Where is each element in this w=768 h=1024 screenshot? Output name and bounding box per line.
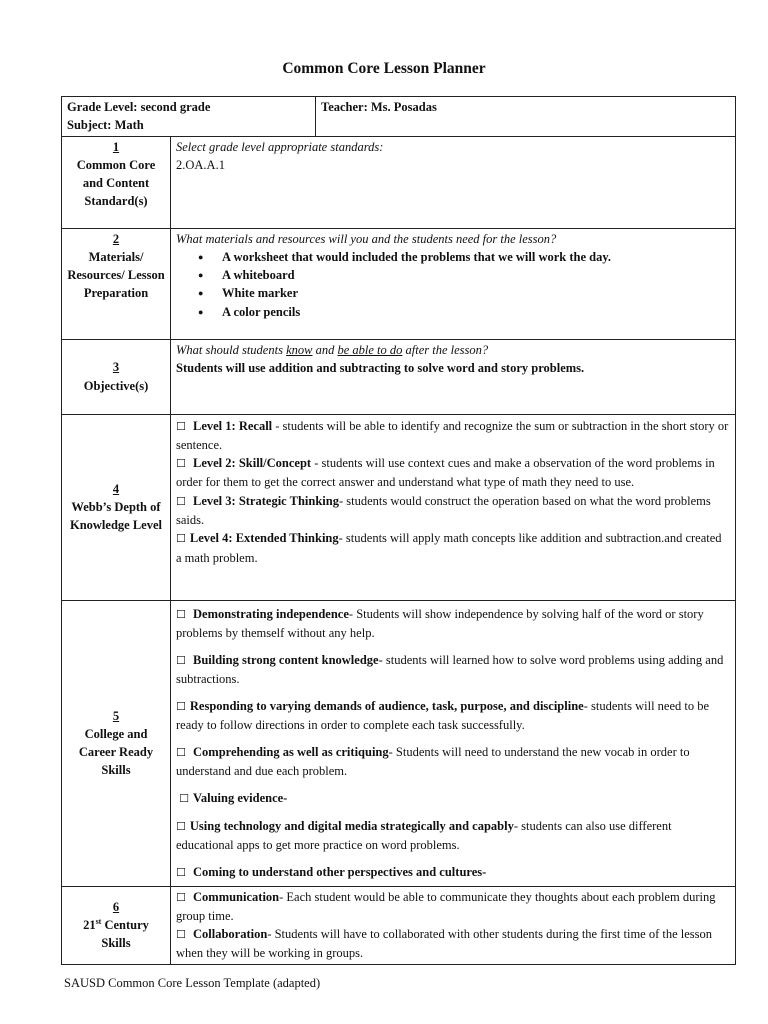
checkbox-icon: ☐ — [176, 745, 186, 759]
century-label-cell — [62, 886, 171, 964]
dok-label-cell — [62, 414, 171, 600]
checkbox-icon: ☐ — [176, 607, 186, 621]
objectives-label-cell — [62, 339, 171, 414]
prompt-know: know — [286, 342, 313, 357]
checkbox-icon: ☐ — [176, 890, 186, 904]
skill-item — [176, 817, 730, 855]
level-text: - students will apply math concepts like addition and subtraction.and created a math problem. — [176, 531, 722, 565]
checkbox-icon: ☐ — [176, 699, 186, 713]
college-row — [62, 600, 736, 886]
level-title: Level 3: Strategic Thinking — [193, 493, 339, 508]
checkbox-icon: ☐ — [176, 928, 186, 942]
lesson-planner-table — [61, 96, 736, 965]
page-title: Common Core Lesson Planner — [282, 60, 486, 77]
skill-item — [176, 697, 730, 735]
skill-title: Coming to understand other perspectives and cultures- — [193, 864, 487, 879]
dok-content-cell — [171, 414, 736, 600]
level-text: - students will be able to identify and recognize the sum or subtraction in the short story or sentence. — [176, 418, 729, 452]
skill-title: Using technology and digital media strategically and capably — [189, 818, 514, 833]
dok-level — [176, 529, 730, 567]
standards-content-cell — [171, 136, 736, 228]
materials-content-cell — [171, 228, 736, 339]
teacher-cell: Teacher: Ms. Posadas — [316, 97, 736, 137]
section-number: 1 — [112, 139, 120, 154]
skill-title: Communication — [193, 889, 280, 904]
list-item: ● A whiteboard — [198, 266, 730, 284]
skill-text: - Students will need to understand the new vocab in order to understand and due each problem. — [176, 744, 690, 779]
skill-text: - Each student would be able to communicate they thoughts about each problem during group time. — [176, 889, 716, 923]
objectives-row — [62, 339, 736, 414]
objectives-value: Students will use addition and subtracting to solve word and story problems. — [176, 360, 585, 375]
skill-item — [176, 789, 730, 808]
materials-row — [62, 228, 736, 339]
skill-text: - Students will show independence by solving half of the word or story problems by themself without any help. — [176, 606, 704, 640]
header-row — [62, 97, 736, 137]
skill-item — [176, 888, 730, 926]
materials-list — [176, 248, 730, 321]
checkbox-icon: ☐ — [176, 865, 186, 879]
label-pre: 21 — [83, 918, 96, 933]
checkbox-icon: ☐ — [176, 457, 186, 471]
checkbox-icon: ☐ — [176, 532, 186, 546]
skill-title: Valuing evidence- — [193, 790, 288, 805]
skill-item — [176, 605, 730, 643]
level-text: - students will use context cues and make a observation of the word problems in order for them to get the correct answer and understand what type of math they need to use. — [176, 456, 715, 490]
grade-level: Grade Level: second grade — [67, 100, 211, 114]
skill-item — [176, 651, 730, 689]
dok-level — [176, 417, 730, 455]
section-label: Common Core and Content Standard(s) — [76, 157, 156, 209]
checkbox-icon: ☐ — [176, 419, 186, 433]
skill-item — [176, 925, 730, 963]
objectives-content-cell — [171, 339, 736, 414]
standards-value: 2.OA.A.1 — [176, 157, 225, 172]
section-label: Materials/ Resources/ Lesson Preparation — [67, 249, 165, 301]
section-label — [83, 918, 149, 950]
label-post: Century Skills — [101, 918, 149, 951]
century-row — [62, 886, 736, 964]
college-content-cell — [171, 600, 736, 886]
standards-label-cell — [62, 136, 171, 228]
level-title: Level 2: Skill/Concept — [193, 456, 312, 471]
section-number: 6 — [112, 899, 120, 914]
prompt-text: and — [312, 342, 338, 357]
prompt-text: after the lesson? — [402, 342, 489, 357]
footer-note: SAUSD Common Core Lesson Template (adapted) — [64, 976, 321, 990]
skill-item — [176, 863, 730, 882]
section-number: 5 — [112, 708, 120, 723]
skill-text: - students will learned how to solve word problems using adding and subtractions. — [176, 652, 724, 686]
skill-title: Comprehending as well as critiquing — [193, 744, 389, 759]
standards-prompt: Select grade level appropriate standards: — [176, 139, 384, 154]
skill-title: Building strong content knowledge — [193, 652, 379, 667]
list-item: ● A color pencils — [198, 303, 730, 321]
list-item: ● A worksheet that would included the problems that we will work the day. — [198, 248, 730, 266]
label-sup: st — [95, 916, 102, 926]
checkbox-icon: ☐ — [176, 494, 186, 508]
checkbox-icon: ☐ — [179, 791, 189, 805]
materials-label-cell — [62, 228, 171, 339]
section-number: 2 — [112, 231, 120, 246]
objectives-prompt — [176, 341, 730, 359]
dok-row — [62, 414, 736, 600]
skill-text: - students can also use different educational apps to get more practice on word problems. — [176, 818, 672, 853]
grade-subject-cell — [62, 97, 316, 137]
section-number: 3 — [112, 360, 120, 375]
checkbox-icon: ☐ — [176, 819, 186, 833]
century-content-cell — [171, 886, 736, 964]
level-title: Level 1: Recall — [193, 418, 273, 433]
college-label-cell — [62, 600, 171, 886]
dok-level — [176, 454, 730, 492]
prompt-text: What should students — [176, 342, 287, 357]
level-text: - students would construct the operation based on what the word problems saids. — [176, 493, 711, 528]
section-number: 4 — [112, 481, 120, 496]
materials-prompt: What materials and resources will you and the students need for the lesson? — [176, 231, 557, 246]
section-label: Webb’s Depth of Knowledge Level — [69, 499, 162, 533]
skill-title: Collaboration — [193, 927, 268, 942]
prompt-able: be able to do — [337, 342, 403, 357]
skill-title: Responding to varying demands of audience, task, purpose, and discipline — [189, 698, 584, 713]
section-label: College and Career Ready Skills — [78, 726, 154, 778]
section-label: Objective(s) — [83, 378, 149, 393]
dok-level — [176, 492, 730, 530]
checkbox-icon: ☐ — [176, 653, 186, 667]
skill-text: - Students will have to collaborated with other students during the first time of the lesson when they will be working in groups. — [176, 927, 713, 961]
skill-text: - students will need to be ready to follow directions in order to complete each task successfully. — [176, 698, 710, 733]
skill-title: Demonstrating independence — [193, 606, 349, 621]
subject: Subject: Math — [67, 118, 144, 133]
list-item: ● White marker — [198, 284, 730, 302]
skill-item — [176, 743, 730, 781]
level-title: Level 4: Extended Thinking — [189, 531, 339, 546]
standards-row — [62, 136, 736, 228]
